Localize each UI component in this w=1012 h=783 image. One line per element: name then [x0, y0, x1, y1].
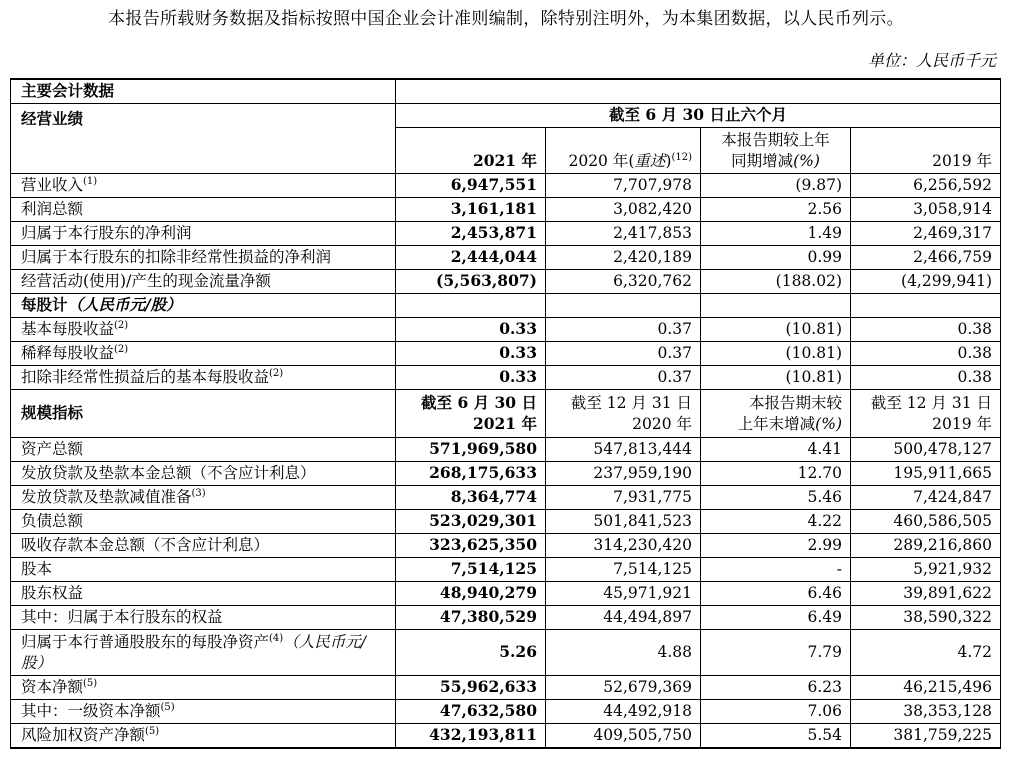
- value-2019: 500,478,127: [851, 438, 1001, 462]
- value-2019: 381,759,225: [851, 724, 1001, 749]
- value-2019: 289,216,860: [851, 534, 1001, 558]
- value-2019: 4.72: [851, 630, 1001, 676]
- value-change: 7.79: [701, 630, 851, 676]
- value-2020: 2,417,853: [546, 222, 701, 246]
- header-2019: 2019 年: [851, 128, 1001, 174]
- value-2020: 44,494,897: [546, 606, 701, 630]
- value-2020: 2,420,189: [546, 246, 701, 270]
- table-row: [11, 222, 1001, 246]
- row-label: 归属于本行股东的净利润: [11, 222, 396, 246]
- value-change: 4.22: [701, 510, 851, 534]
- table-row: [11, 342, 1001, 366]
- row-label: 归属于本行股东的扣除非经常性损益的净利润: [11, 246, 396, 270]
- value-2020: 237,959,190: [546, 462, 701, 486]
- value-2019: 6,256,592: [851, 174, 1001, 198]
- row-label: 资本净额$^{(5)}$: [11, 676, 396, 700]
- value-2020: 6,320,762: [546, 270, 701, 294]
- value-change: 2.56: [701, 198, 851, 222]
- value-change: (10.81): [701, 366, 851, 390]
- value-2021: 2,444,044: [396, 246, 546, 270]
- value-2021: 3,161,181: [396, 198, 546, 222]
- eps-section-title: 每股计（人民币元/股）: [11, 294, 396, 318]
- table-row: [11, 676, 1001, 700]
- value-2020: 314,230,420: [546, 534, 701, 558]
- value-change: 1.49: [701, 222, 851, 246]
- value-change: 2.99: [701, 534, 851, 558]
- unit-label: 单位：人民币千元: [867, 51, 996, 70]
- header-2020: 2020 年(重述)$^{(12)}$: [546, 128, 701, 174]
- value-2020: 501,841,523: [546, 510, 701, 534]
- main-title-blank: [396, 79, 1001, 104]
- table-row: [11, 318, 1001, 342]
- value-2020: 7,931,775: [546, 486, 701, 510]
- blank-cell: [546, 294, 701, 318]
- row-label: 发放贷款及垫款本金总额（不含应计利息）: [11, 462, 396, 486]
- value-change: (10.81): [701, 342, 851, 366]
- value-2019: 46,215,496: [851, 676, 1001, 700]
- value-2019: 38,590,322: [851, 606, 1001, 630]
- value-2021: 48,940,279: [396, 582, 546, 606]
- value-2019: 0.38: [851, 342, 1001, 366]
- value-2021: 47,380,529: [396, 606, 546, 630]
- table-row: [11, 366, 1001, 390]
- eps-section-title-row: [11, 294, 1001, 318]
- table-row: [11, 462, 1001, 486]
- period-header-row: [11, 104, 1001, 128]
- value-2019: 0.38: [851, 366, 1001, 390]
- value-change: 5.54: [701, 724, 851, 749]
- value-2021: 268,175,633: [396, 462, 546, 486]
- value-2021: 432,193,811: [396, 724, 546, 749]
- header-2021: 2021 年: [396, 128, 546, 174]
- table-row: [11, 438, 1001, 462]
- value-2020: 44,492,918: [546, 700, 701, 724]
- value-change: 0.99: [701, 246, 851, 270]
- table-row: [11, 700, 1001, 724]
- row-label: 营业收入$^{(1)}$: [11, 174, 396, 198]
- header-2019: 截至 12 月 31 日 2019 年: [851, 390, 1001, 438]
- blank-cell: [396, 294, 546, 318]
- value-change: 6.23: [701, 676, 851, 700]
- value-change: 7.06: [701, 700, 851, 724]
- value-2021: 0.33: [396, 318, 546, 342]
- row-label: 稀释每股收益$^{(2)}$: [11, 342, 396, 366]
- main-title: 主要会计数据: [11, 79, 396, 104]
- scale-header-row: [11, 390, 1001, 438]
- row-label: 股本: [11, 558, 396, 582]
- table-row: [11, 486, 1001, 510]
- row-label: 利润总额: [11, 198, 396, 222]
- value-2021: 55,962,633: [396, 676, 546, 700]
- value-2021: 7,514,125: [396, 558, 546, 582]
- header-change: 本报告期较上年 同期增减(%): [701, 128, 851, 174]
- row-label: 资产总额: [11, 438, 396, 462]
- row-label: 归属于本行普通股股东的每股净资产$^{(4)}$（人民币元/股）: [11, 630, 396, 676]
- value-2021: 2,453,871: [396, 222, 546, 246]
- period-title: 截至 6 月 30 日止六个月: [396, 104, 1001, 128]
- value-2021: 5.26: [396, 630, 546, 676]
- row-label: 其中：一级资本净额$^{(5)}$: [11, 700, 396, 724]
- value-2019: (4,299,941): [851, 270, 1001, 294]
- intro-text: 本报告所载财务数据及指标按照中国企业会计准则编制，除特别注明外，为本集团数据，以人民币列示。: [108, 9, 904, 29]
- row-label: 扣除非经常性损益后的基本每股收益$^{(2)}$: [11, 366, 396, 390]
- value-2020: 52,679,369: [546, 676, 701, 700]
- value-2020: 7,514,125: [546, 558, 701, 582]
- value-2021: 571,969,580: [396, 438, 546, 462]
- value-2021: 0.33: [396, 342, 546, 366]
- table-row: [11, 630, 1001, 676]
- value-2021: 523,029,301: [396, 510, 546, 534]
- table-row: [11, 174, 1001, 198]
- financial-table: [10, 78, 1001, 749]
- value-2020: 45,971,921: [546, 582, 701, 606]
- value-2020: 0.37: [546, 366, 701, 390]
- value-2021: (5,563,807): [396, 270, 546, 294]
- value-2019: 2,469,317: [851, 222, 1001, 246]
- value-2021: 8,364,774: [396, 486, 546, 510]
- value-2020: 0.37: [546, 318, 701, 342]
- row-label: 发放贷款及垫款减值准备$^{(3)}$: [11, 486, 396, 510]
- value-2020: 409,505,750: [546, 724, 701, 749]
- table-row: [11, 270, 1001, 294]
- value-2019: 2,466,759: [851, 246, 1001, 270]
- header-2021: 截至 6 月 30 日 2021 年: [396, 390, 546, 438]
- value-2019: 39,891,622: [851, 582, 1001, 606]
- scale-section-title: 规模指标: [11, 390, 396, 438]
- value-2019: 460,586,505: [851, 510, 1001, 534]
- value-2019: 195,911,665: [851, 462, 1001, 486]
- value-2020: 3,082,420: [546, 198, 701, 222]
- row-label: 基本每股收益$^{(2)}$: [11, 318, 396, 342]
- value-change: (188.02): [701, 270, 851, 294]
- table-row: [11, 606, 1001, 630]
- value-2019: 7,424,847: [851, 486, 1001, 510]
- value-2020: 547,813,444: [546, 438, 701, 462]
- table-row: [11, 558, 1001, 582]
- value-2019: 3,058,914: [851, 198, 1001, 222]
- row-label: 吸收存款本金总额（不含应计利息）: [11, 534, 396, 558]
- value-2019: 5,921,932: [851, 558, 1001, 582]
- value-2021: 0.33: [396, 366, 546, 390]
- table-row: [11, 246, 1001, 270]
- table-row: [11, 534, 1001, 558]
- blank-cell: [701, 294, 851, 318]
- value-2019: 38,353,128: [851, 700, 1001, 724]
- value-2020: 4.88: [546, 630, 701, 676]
- value-2021: 6,947,551: [396, 174, 546, 198]
- value-change: -: [701, 558, 851, 582]
- value-change: 12.70: [701, 462, 851, 486]
- table-row: [11, 724, 1001, 749]
- value-2021: 47,632,580: [396, 700, 546, 724]
- value-change: (9.87): [701, 174, 851, 198]
- row-label: 股东权益: [11, 582, 396, 606]
- row-label: 其中：归属于本行股东的权益: [11, 606, 396, 630]
- blank-cell: [851, 294, 1001, 318]
- ops-section-title: 经营业绩: [11, 104, 396, 174]
- row-label: 风险加权资产净额$^{(5)}$: [11, 724, 396, 749]
- table-row: [11, 582, 1001, 606]
- header-2020: 截至 12 月 31 日 2020 年: [546, 390, 701, 438]
- row-label: 经营活动(使用)/产生的现金流量净额: [11, 270, 396, 294]
- value-2019: 0.38: [851, 318, 1001, 342]
- value-change: 4.41: [701, 438, 851, 462]
- value-2020: 0.37: [546, 342, 701, 366]
- header-change: 本报告期末较 上年末增减(%): [701, 390, 851, 438]
- value-change: (10.81): [701, 318, 851, 342]
- value-change: 6.49: [701, 606, 851, 630]
- value-2021: 323,625,350: [396, 534, 546, 558]
- value-2020: 7,707,978: [546, 174, 701, 198]
- table-row: [11, 198, 1001, 222]
- main-title-row: [11, 79, 1001, 104]
- value-change: 6.46: [701, 582, 851, 606]
- value-change: 5.46: [701, 486, 851, 510]
- table-row: [11, 510, 1001, 534]
- row-label: 负债总额: [11, 510, 396, 534]
